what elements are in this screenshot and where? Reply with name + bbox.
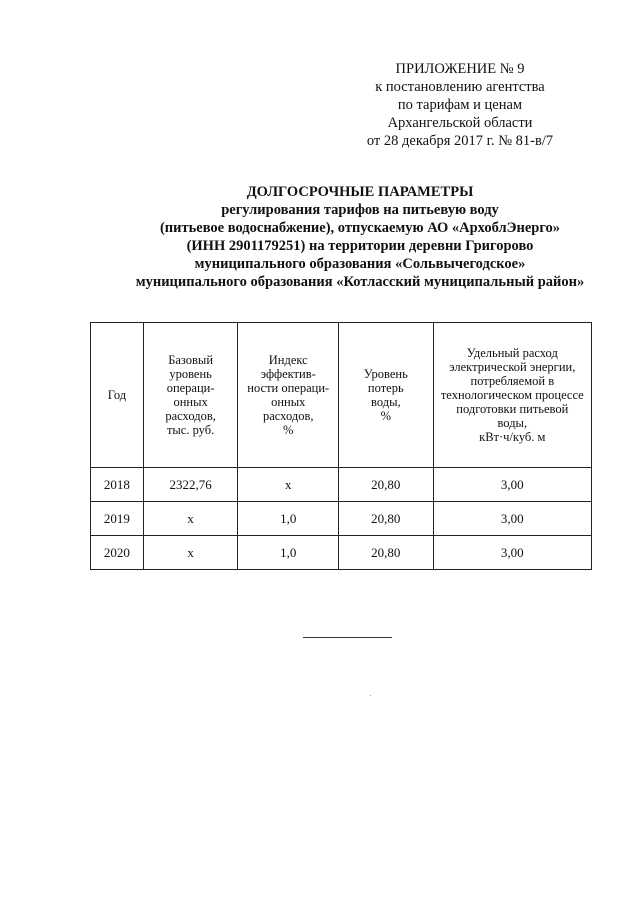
header-text: расходов,	[262, 409, 314, 423]
title-heading: ДОЛГОСРОЧНЫЕ ПАРАМЕТРЫ	[246, 184, 474, 200]
appendix-line: к постановлению агентства	[375, 79, 545, 95]
header-text: уровень	[169, 367, 212, 381]
title-line: регулирования тарифов на питьевую воду	[221, 202, 499, 218]
table-row	[91, 502, 592, 536]
cell-water-loss: 20,80	[339, 502, 434, 536]
header-text: ности операци-	[247, 381, 330, 395]
header-text: операци-	[166, 381, 215, 395]
appendix-line: от 28 декабря 2017 г. № 81-в/7	[366, 133, 554, 149]
header-text: воды,	[497, 416, 528, 430]
header-text: %	[380, 409, 392, 423]
header-text: %	[283, 423, 294, 437]
scan-speck	[370, 695, 371, 696]
header-text: кВт·ч/куб. м	[479, 430, 546, 444]
header-text: Год	[107, 388, 127, 402]
cell-efficiency-index: х	[238, 468, 339, 502]
header-text: потребляемой в	[470, 374, 555, 388]
header-water-loss	[339, 323, 434, 468]
title-line: (ИНН 2901179251) на территории деревни Григорово	[186, 238, 534, 254]
header-text: Индекс	[268, 353, 308, 367]
cell-water-loss: 20,80	[339, 536, 434, 570]
cell-base-costs: 2322,76	[143, 468, 238, 502]
appendix-line: по тарифам и ценам	[397, 97, 523, 113]
header-text: Уровень	[363, 367, 408, 381]
table-row	[91, 536, 592, 570]
cell-year: 2018	[91, 468, 144, 502]
header-text: технологическом процессе	[440, 388, 584, 402]
appendix-line: Архангельской области	[387, 115, 533, 131]
cell-base-costs: х	[143, 536, 238, 570]
header-text: онных	[173, 395, 208, 409]
header-text: подготовки питьевой	[456, 402, 569, 416]
cell-water-loss: 20,80	[339, 468, 434, 502]
title-line: (питьевое водоснабжение), отпускаемую АО «АрхоблЭнерго»	[159, 220, 561, 236]
cell-year: 2019	[91, 502, 144, 536]
header-efficiency-index	[238, 323, 339, 468]
cell-energy-consumption: 3,00	[433, 536, 591, 570]
cell-energy-consumption: 3,00	[433, 502, 591, 536]
cell-efficiency-index: 1,0	[238, 536, 339, 570]
header-text: эффектив-	[260, 367, 316, 381]
document-title	[60, 183, 640, 291]
appendix-header	[350, 60, 570, 150]
table-header-row	[91, 323, 592, 468]
title-line: муниципального образования «Сольвычегодское»	[194, 256, 526, 272]
header-text: воды,	[371, 395, 401, 409]
header-text: Базовый	[168, 353, 214, 367]
cell-year: 2020	[91, 536, 144, 570]
cell-base-costs: х	[143, 502, 238, 536]
header-text: тыс. руб.	[166, 423, 215, 437]
title-line: муниципального образования «Котласский муниципальный район»	[135, 274, 585, 290]
header-text: потерь	[367, 381, 404, 395]
cell-energy-consumption: 3,00	[433, 468, 591, 502]
header-text: Удельный расход	[466, 346, 558, 360]
appendix-title: ПРИЛОЖЕНИЕ № 9	[395, 61, 525, 77]
cell-efficiency-index: 1,0	[238, 502, 339, 536]
parameters-table	[90, 322, 592, 570]
table-row	[91, 468, 592, 502]
header-text: электрической энергии,	[449, 360, 576, 374]
closing-divider	[303, 637, 392, 638]
header-year	[91, 323, 144, 468]
header-text: расходов,	[165, 409, 216, 423]
header-text: онных	[271, 395, 306, 409]
header-base-costs	[143, 323, 238, 468]
header-energy-consumption	[433, 323, 591, 468]
